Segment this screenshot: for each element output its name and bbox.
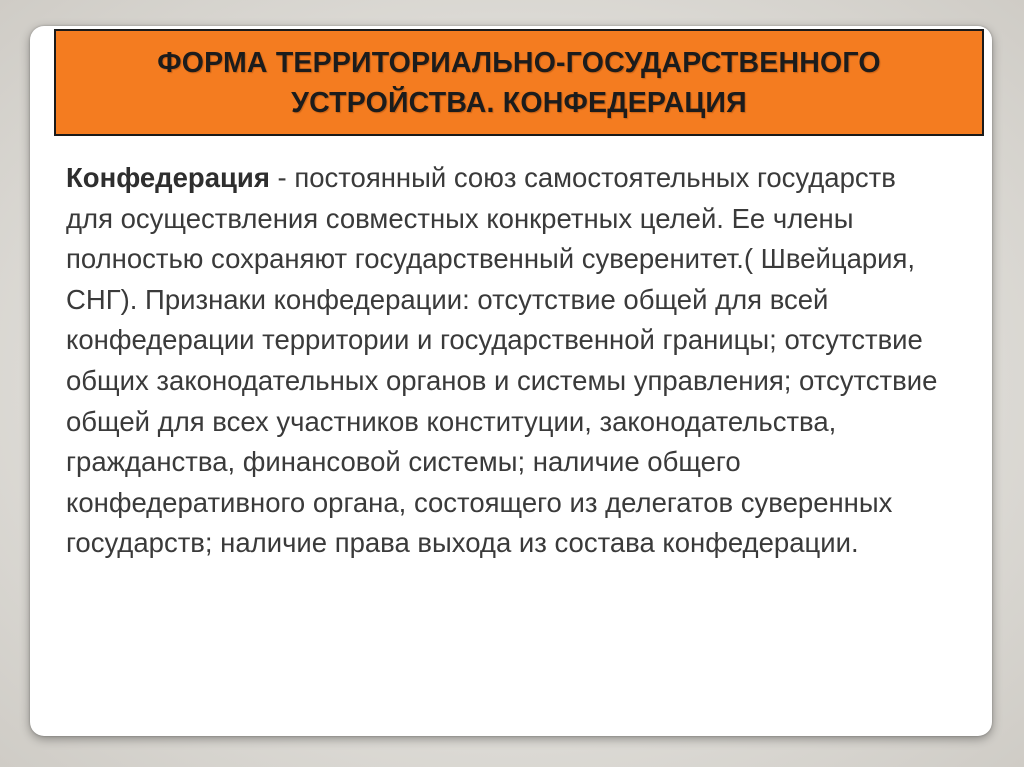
title-line-1: ФОРМА ТЕРРИТОРИАЛЬНО-ГОСУДАРСТВЕННОГО [157, 46, 881, 79]
slide-title [157, 43, 880, 123]
definition-paragraph [66, 158, 946, 564]
title-banner [54, 29, 984, 136]
title-line-2: УСТРОЙСТВА. КОНФЕДЕРАЦИЯ [291, 86, 747, 119]
defined-term: Конфедерация [66, 162, 270, 193]
definition-text: - постоянный союз самостоятельных государств для осуществления совместных конкретных целей. Ее члены полностью сохраняют государственный суверенитет.( Швейцария, СНГ). Признаки конфедерации: отсутствие общей для всей конфедерации территории и государственной границы; отсутствие общих законодательных органов и системы управления; отсутствие общей для всех участников конституции, законодательства, гражданства, финансовой системы; наличие общего конфедеративного органа, состоящего из делегатов суверенных государств; наличие права выхода из состава конфедерации. [66, 162, 938, 559]
